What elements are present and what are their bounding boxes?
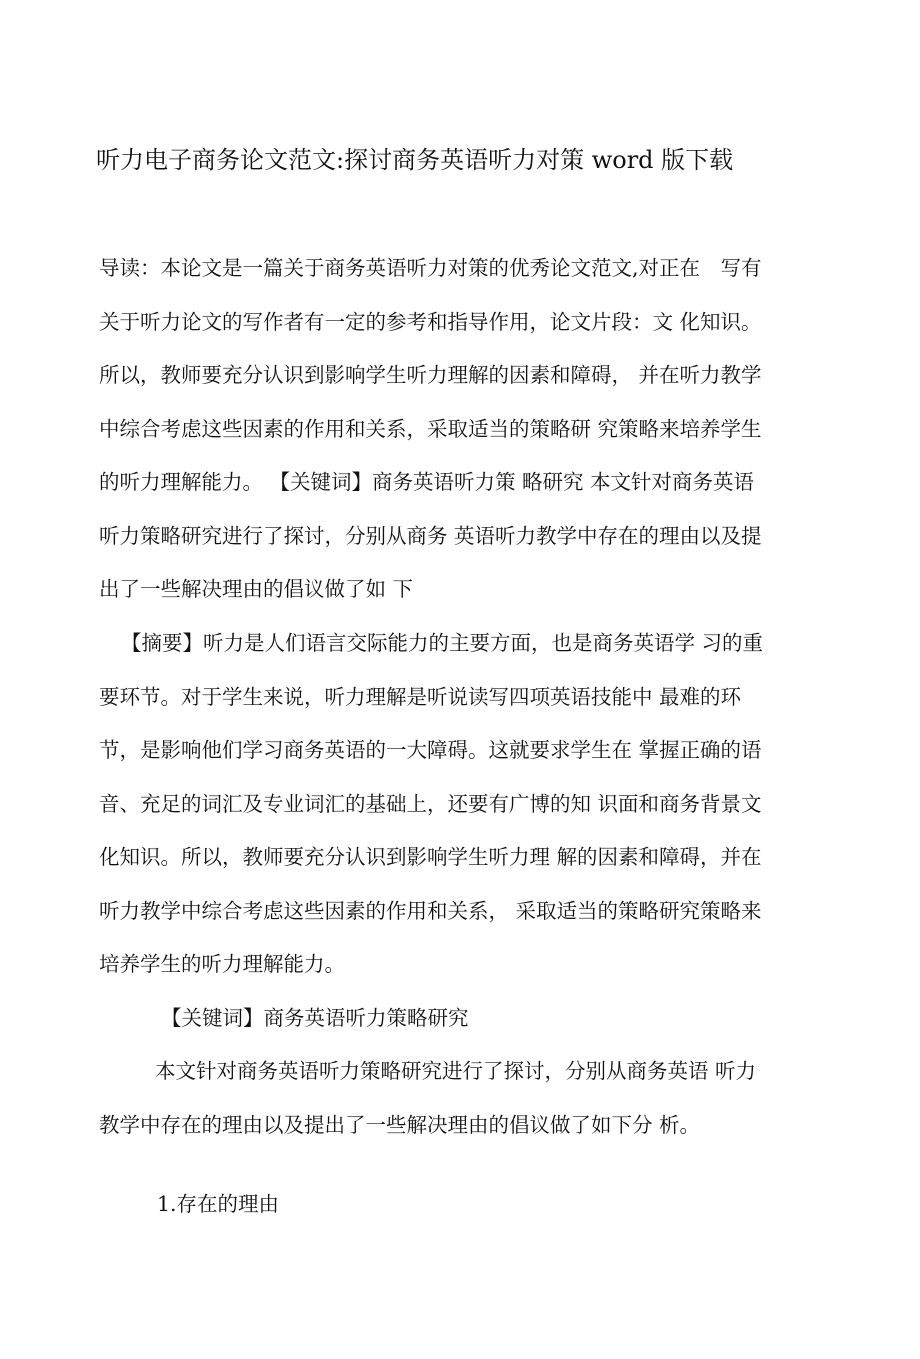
abstract-line: 化知识。所以，教师要充分认识到影响学生听力理 解的因素和障碍，并在 [99, 845, 762, 869]
keywords-line: 【关键词】商务英语听力策略研究 [161, 1006, 469, 1030]
abstract-line: 【摘要】听力是人们语言交际能力的主要方面，也是商务英语学 习的重 [121, 631, 764, 655]
section-heading: 1.存在的理由 [157, 1192, 280, 1216]
document-title: 听力电子商务论文范文:探讨商务英语听力对策 word 版下载 [96, 146, 734, 174]
intro-line: 出了一些解决理由的倡议做了如 下 [99, 577, 414, 601]
abstract-paragraph [99, 617, 829, 992]
abstract-line: 音、充足的词汇及专业词汇的基础上，还要有广博的知 识面和商务背景文 [99, 791, 762, 816]
intro-line: 关于听力论文的写作者有一定的参考和指导作用，论文片段：文 化知识。 [99, 309, 762, 334]
intro-line: 所以，教师要充分认识到影响学生听力理解的因素和障碍， 并在听力教学 [99, 363, 762, 387]
abstract-line: 节，是影响他们学习商务英语的一大障碍。这就要求学生在 掌握正确的语 [99, 738, 762, 762]
abstract-line: 要环节。对于学生来说，听力理解是听说读写四项英语技能中 最难的环 [99, 684, 742, 709]
intro-line: 的听力理解能力。 【关键词】商务英语听力策 略研究 本文针对商务英语 [99, 470, 755, 494]
body-line: 本文针对商务英语听力策略研究进行了探讨，分别从商务英语 听力 [155, 1059, 757, 1083]
intro-line: 导读：本论文是一篇关于商务英语听力对策的优秀论文范文,对正在 写有 [99, 256, 762, 280]
intro-line: 中综合考虑这些因素的作用和关系，采取适当的策略研 究策略来培养学生 [99, 416, 762, 441]
intro-paragraph [99, 242, 829, 617]
body-line: 教学中存在的理由以及提出了一些解决理由的倡议做了如下分 析。 [99, 1112, 701, 1137]
abstract-line: 培养学生的听力理解能力。 [99, 952, 345, 976]
body-paragraph [99, 1045, 829, 1152]
abstract-line: 听力教学中综合考虑这些因素的作用和关系， 采取适当的策略研究策略来 [99, 898, 762, 923]
intro-line: 听力策略研究进行了探讨，分别从商务 英语听力教学中存在的理由以及提 [99, 523, 762, 548]
